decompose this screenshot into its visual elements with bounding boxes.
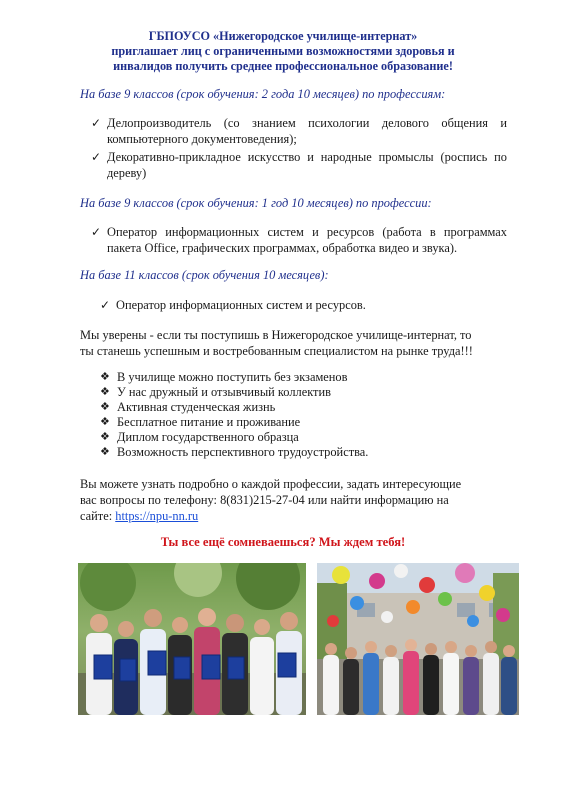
section-3-item-1-text: Оператор информационных систем и ресурсов. [116, 298, 366, 312]
section-3-item-1 [100, 297, 500, 313]
confidence-line-2: ты станешь успешным и востребованным специалистом на рынке труда!!! [80, 344, 473, 358]
section-3-title: На базе 11 классов (срок обучения 10 месяцев): [80, 268, 329, 282]
section-2-item-1-text: Оператор информационных систем и ресурсов (работа в программах пакета Office, графических программах, обработка видео и звука). [107, 225, 507, 255]
diamond-bullet-icon: ❖ [100, 371, 110, 383]
section-1-item-2 [91, 149, 507, 181]
check-mark-icon: ✓ [91, 150, 102, 164]
section-2-item-1 [91, 224, 507, 256]
contact-line-1: Вы можете узнать подробно о каждой профессии, задать интересующие [80, 477, 462, 491]
list-item: ❖ Диплом государственного образца [100, 430, 299, 444]
section-1-item-2-text: Декоративно-прикладное искусство и народные промыслы (роспись по дереву) [107, 150, 507, 180]
list-item: ❖ Возможность перспективного трудоустройства. [100, 445, 369, 459]
header-line-1: ГБПОУСО «Нижегородское училище-интернат» [148, 29, 418, 43]
diamond-bullet-icon: ❖ [100, 416, 110, 428]
website-link[interactable]: https://npu-nn.ru [115, 509, 199, 523]
benefits-list [100, 370, 368, 460]
contact-paragraph [80, 476, 510, 524]
section-2-title: На базе 9 классов (срок обучения: 1 год 10 месяцев) по профессии: [80, 196, 432, 210]
confidence-paragraph [80, 327, 510, 359]
call-to-action: Ты все ещё сомневаешься? Мы ждем тебя! [160, 535, 406, 549]
check-mark-icon: ✓ [100, 298, 111, 312]
contact-line-3: сайте: https://npu-nn.ru [80, 509, 199, 523]
diamond-bullet-icon: ❖ [100, 431, 110, 443]
diamond-bullet-icon: ❖ [100, 401, 110, 413]
check-mark-icon: ✓ [91, 225, 102, 239]
diamond-bullet-icon: ❖ [100, 386, 110, 398]
header [60, 29, 506, 74]
graduates-photo [78, 563, 306, 715]
list-item: ❖ В училище можно поступить без экзаменов [100, 370, 348, 384]
contact-line-2: вас вопросы по телефону: 8(831)215-27-04 или найти информацию на [80, 493, 449, 507]
section-1-item-1 [91, 115, 507, 147]
header-line-2: приглашает лиц с ограниченными возможностями здоровья и [111, 44, 455, 58]
balloons-photo [317, 563, 519, 715]
diamond-bullet-icon: ❖ [100, 446, 110, 458]
list-item: ❖ У нас дружный и отзывчивый коллектив [100, 385, 331, 399]
list-item: ❖ Активная студенческая жизнь [100, 400, 276, 414]
header-line-3: инвалидов получить среднее профессиональное образование! [113, 59, 453, 73]
section-1-title: На базе 9 классов (срок обучения: 2 года 10 месяцев) по профессиям: [80, 87, 446, 101]
section-1-item-1-text: Делопроизводитель (со знанием психологии делового общения и компьютерного документоведения); [107, 116, 507, 146]
confidence-line-1: Мы уверены - если ты поступишь в Нижегородское училище-интернат, то [80, 328, 472, 342]
list-item: ❖ Бесплатное питание и проживание [100, 415, 301, 429]
check-mark-icon: ✓ [91, 116, 102, 130]
